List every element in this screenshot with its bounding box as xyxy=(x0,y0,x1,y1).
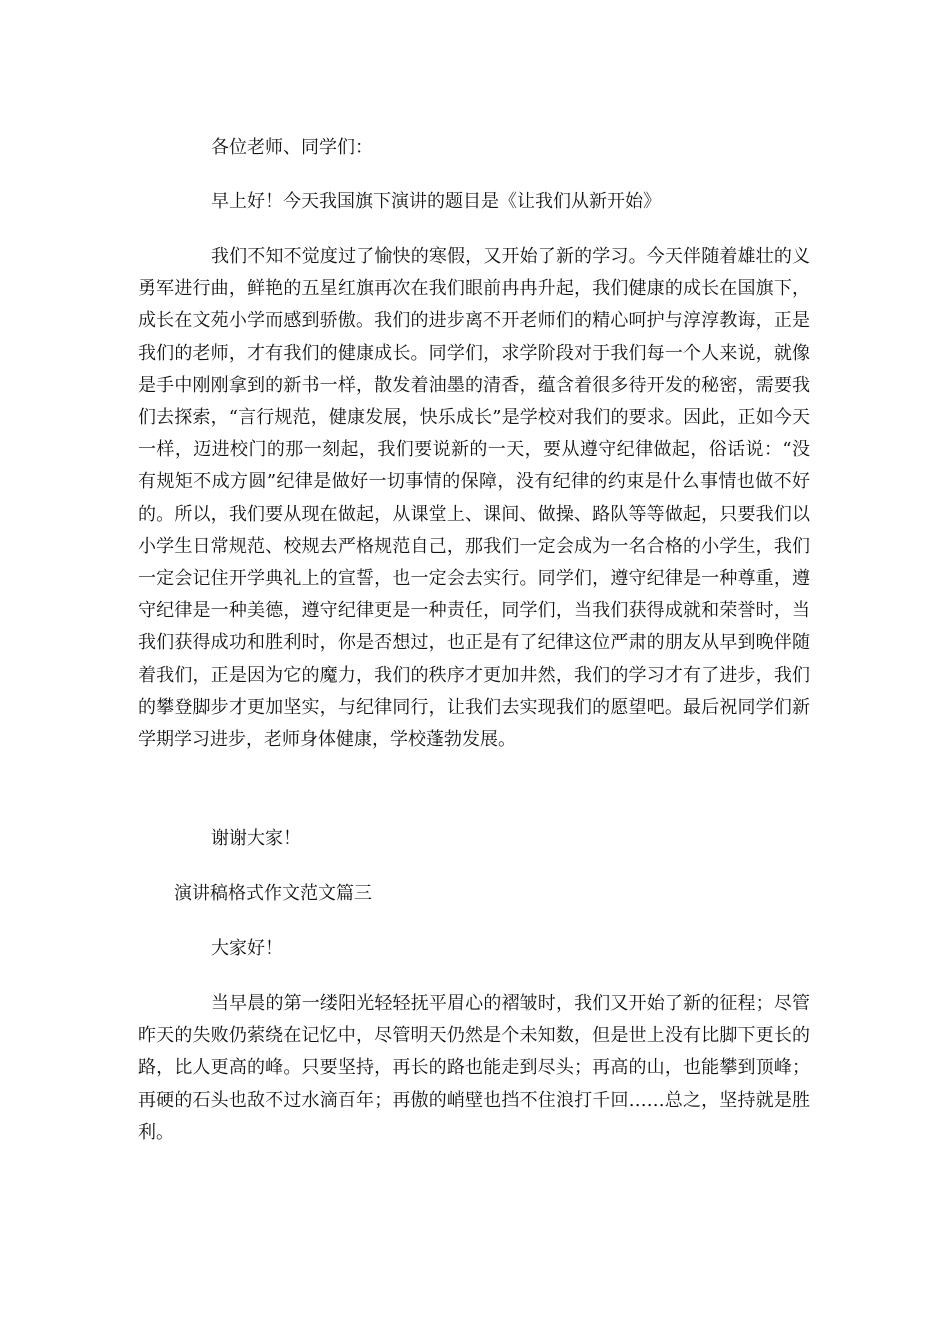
greeting: 各位老师、同学们： xyxy=(211,137,373,158)
body-paragraph: 我们不知不觉度过了愉快的寒假，又开始了新的学习。今天伴随着雄壮的义勇军进行曲，鲜艳的五星红旗再次在我们眼前冉冉升起，我们健康的成长在国旗下，成长在文苑小学而感到骄傲。我们的进步离不开老师们的精心呵护与淳淳教诲，正是我们的老师，才有我们的健康成长。同学们，求学阶段对于我们每一个人来说，就像是手中刚刚拿到的新书一样，散发着油墨的清香，蕴含着很多待开发的秘密，需要我们去探索，“言行规范，健康发展，快乐成长”是学校对我们的要求。因此，正如今天一样，迈进校门的那一刻起，我们要说新的一天，要从遵守纪律做起，俗话说：“没有规矩不成方圆”纪律是做好一切事情的保障，没有纪律的约束是什么事情也做不好的。所以，我们要从现在做起，从课堂上、课间、做操、路队等等做起，只要我们以小学生日常规范、校规去严格规范自己，那我们一定会成为一名合格的小学生，我们一定会记住开学典礼上的宣誓，也一定会去实行。同学们，遵守纪律是一种尊重，遵守纪律是一种美德，遵守纪律更是一种责任，同学们，当我们获得成就和荣誉时，当我们获得成功和胜利时，你是否想过，也正是有了纪律这位严肃的朋友从早到晚伴随着我们，正是因为它的魔力，我们的秩序才更加井然，我们的学习才有了进步，我们的攀登脚步才更加坚实，与纪律同行，让我们去实现我们的愿望吧。最后祝同学们新学期学习进步，老师身体健康，学校蓬勃发展。 xyxy=(138,246,810,751)
section-title: 演讲稿格式作文范文篇三 xyxy=(174,883,372,904)
opening-line: 早上好！今天我国旗下演讲的题目是《让我们从新开始》 xyxy=(211,191,661,212)
body-paragraph-2: 当早晨的第一缕阳光轻轻抚平眉心的褶皱时，我们又开始了新的征程；尽管昨天的失败仍萦绕在记忆中，尽管明天仍然是个未知数，但是世上没有比脚下更长的路，比人更高的峰。只要坚持，再长的路也能走到尽头；再高的山，也能攀到顶峰；再硬的石头也敌不过水滴百年；再傲的峭壁也挡不住浪打千回……总之，坚持就是胜利。 xyxy=(138,993,810,1143)
closing-line: 谢谢大家！ xyxy=(211,828,301,849)
greeting-2: 大家好！ xyxy=(211,938,283,959)
